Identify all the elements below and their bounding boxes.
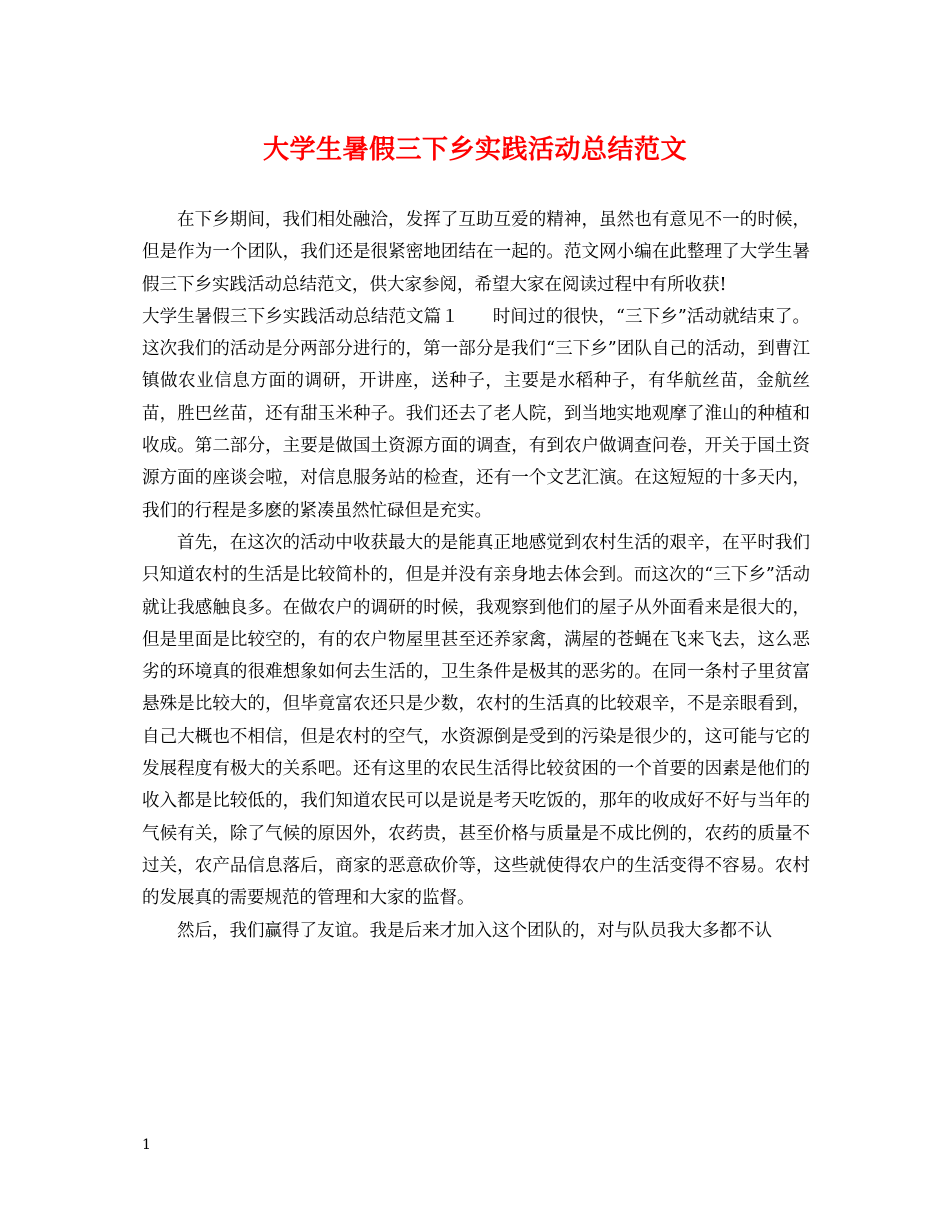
document-body: [142, 204, 810, 947]
section-paragraph-text: 时间过的很快，“三下乡”活动就结束了。这次我们的活动是分两部分进行的，第一部分是我们“三下乡”团队自己的活动，到曹江镇做农业信息方面的调研，开讲座，送种子，主要是水稻种子，有华航丝苗，金航丝苗，胜巴丝苗，还有甜玉米种子。我们还去了老人院，到当地实地观摩了淮山的种植和收成。第二部分，主要是做国土资源方面的调查，有到农户做调查问卷，开关于国土资源方面的座谈会啦，对信息服务站的检查，还有一个文艺汇演。在这短短的十多天内，我们的行程是多麽的紧凑虽然忙碌但是充实。: [142, 306, 810, 521]
section-heading: 大学生暑假三下乡实践活动总结范文篇１: [142, 306, 459, 327]
paragraph-then: 然后，我们赢得了友谊。我是后来才加入这个团队的，对与队员我大多都不认: [177, 920, 772, 941]
page-number: 1: [142, 1137, 151, 1153]
section-paragraph: [142, 301, 810, 527]
document-title: 大学生暑假三下乡实践活动总结范文: [262, 135, 687, 165]
intro-paragraph: 在下乡期间，我们相处融洽，发挥了互助互爱的精神，虽然也有意见不一的时候，但是作为一个团队，我们还是很紧密地团结在一起的。范文网小编在此整理了大学生暑假三下乡实践活动总结范文，供大家参阅，希望大家在阅读过程中有所收获!: [142, 210, 810, 295]
paragraph-first: 首先，在这次的活动中收获最大的是能真正地感觉到农村生活的艰辛，在平时我们只知道农村的生活是比较简朴的，但是并没有亲身地去体会到。而这次的“三下乡”活动就让我感触良多。在做农户的调研的时候，我观察到他们的屋子从外面看来是很大的，但是里面是比较空的，有的农户物屋里甚至还养家禽，满屋的苍蝇在飞来飞去，这么恶劣的环境真的很难想象如何去生活的，卫生条件是极其的恶劣的。在同一条村子里贫富悬殊是比较大的，但毕竟富农还只是少数，农村的生活真的比较艰辛，不是亲眼看到，自己大概也不相信，但是农村的空气，水资源倒是受到的污染是很少的，这可能与它的发展程度有极大的关系吧。还有这里的农民生活得比较贫困的一个首要的因素是他们的收入都是比较低的，我们知道农民可以是说是考天吃饭的，那年的收成好不好与当年的气候有关，除了气候的原因外，农药贵，甚至价格与质量是不成比例的，农药的质量不过关，农产品信息落后，商家的恶意砍价等，这些就使得农户的生活变得不容易。农村的发展真的需要规范的管理和大家的监督。: [142, 532, 810, 909]
